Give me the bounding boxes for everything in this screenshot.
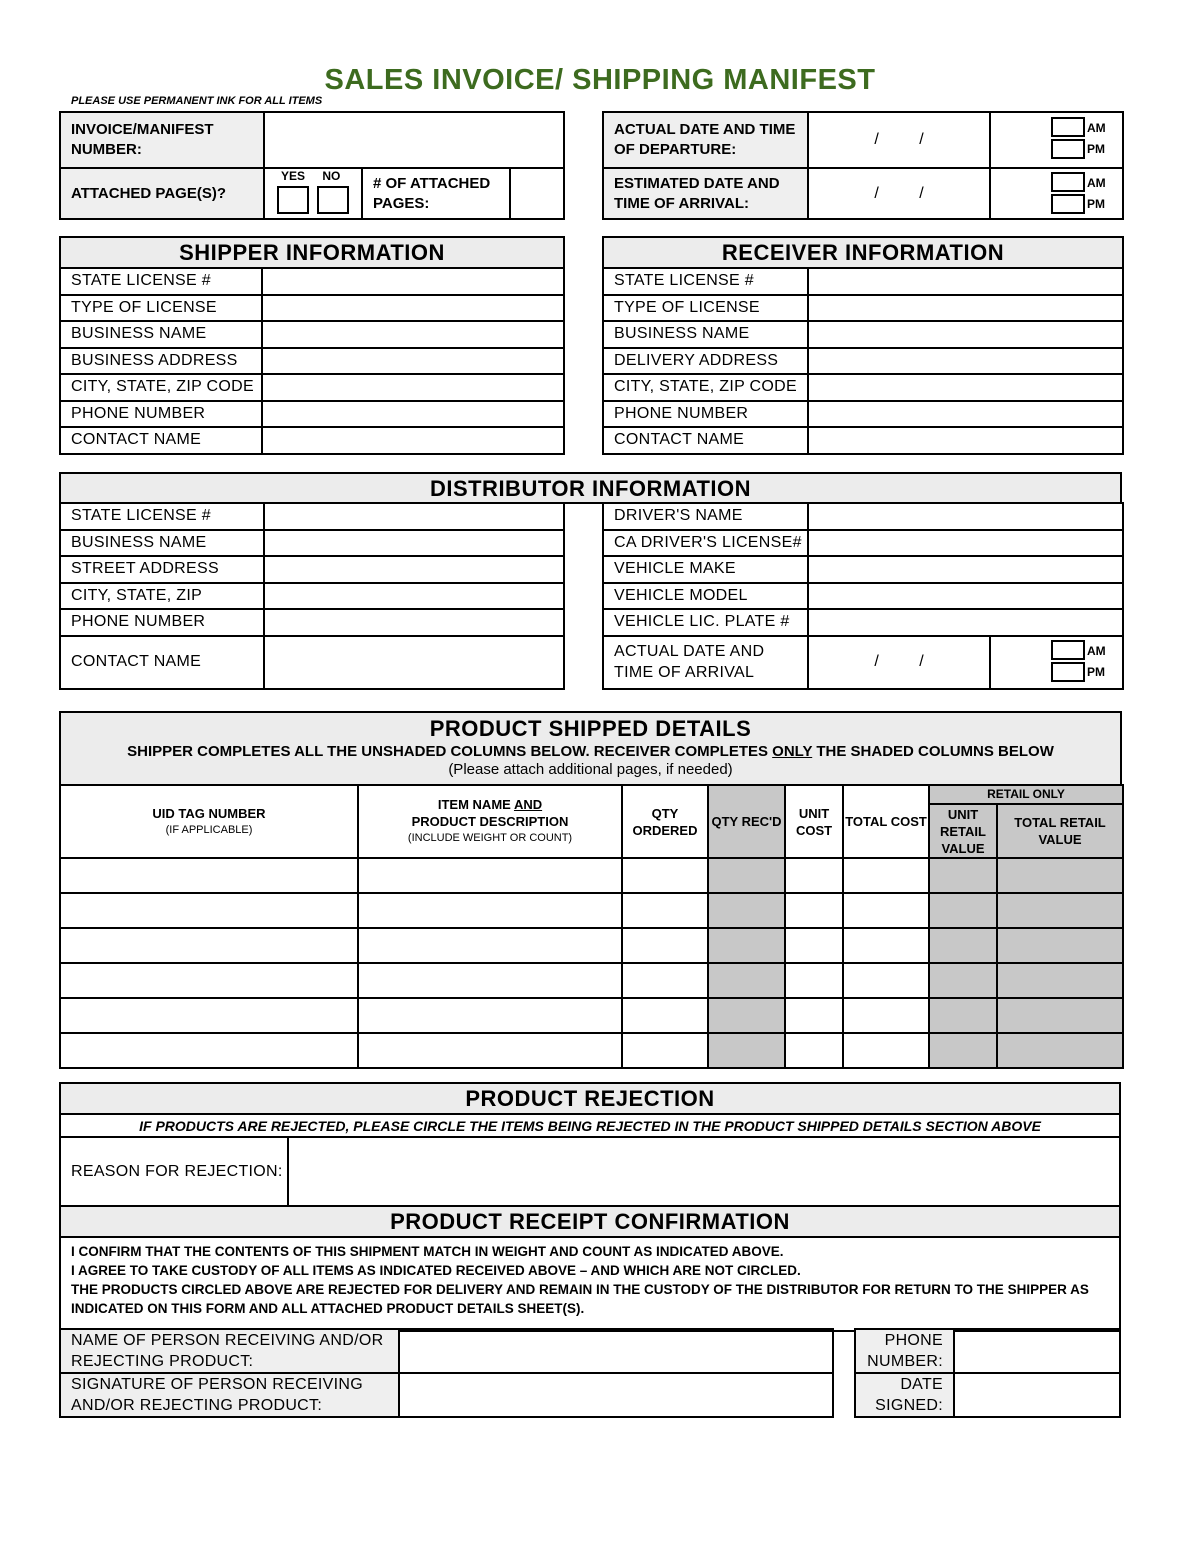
distributor-field-label: STATE LICENSE # [60, 503, 264, 530]
departure-ampm [990, 112, 1123, 168]
departure-date-field[interactable]: / / [808, 112, 990, 168]
shipper-field-input[interactable] [262, 374, 564, 401]
shipper-field-label: BUSINESS NAME [60, 321, 262, 348]
retail-only-heading: RETAIL ONLY [929, 785, 1123, 804]
product-cell[interactable] [622, 1033, 708, 1068]
col-item-and: AND [513, 797, 543, 812]
receiver-field-input[interactable] [808, 401, 1123, 428]
table-row [60, 1033, 1123, 1068]
product-cell[interactable] [785, 858, 843, 893]
product-cell[interactable] [60, 963, 358, 998]
distributor-field-input[interactable] [264, 583, 564, 610]
product-cell[interactable] [622, 998, 708, 1033]
receipt-heading: PRODUCT RECEIPT CONFIRMATION [60, 1206, 1120, 1237]
shipper-field-input[interactable] [262, 268, 564, 295]
distributor-right-table [602, 502, 1124, 690]
product-cell[interactable] [708, 893, 785, 928]
invoice-table [59, 111, 565, 220]
yes-label: YES [281, 169, 306, 183]
attached-yes-no [264, 168, 362, 219]
phone-label: PHONE NUMBER: [855, 1329, 954, 1373]
product-cell[interactable] [708, 858, 785, 893]
signature-field[interactable] [399, 1373, 833, 1417]
col-item-label: ITEM NAME [437, 797, 514, 812]
pm-label: PM [1087, 197, 1105, 211]
product-cell[interactable] [358, 928, 622, 963]
rejection-instruction: IF PRODUCTS ARE REJECTED, PLEASE CIRCLE THE ITEMS BEING REJECTED IN THE PRODUCT SHIPPED DETAILS SECTION ABOVE [60, 1114, 1120, 1137]
product-cell[interactable] [929, 858, 997, 893]
product-cell[interactable] [358, 998, 622, 1033]
col-item [358, 785, 622, 858]
col-total-cost: TOTAL COST [843, 785, 929, 858]
signature-table [59, 1328, 834, 1418]
am-label: AM [1087, 121, 1106, 135]
product-cell[interactable] [60, 858, 358, 893]
product-cell[interactable] [622, 963, 708, 998]
shipper-field-label: CITY, STATE, ZIP CODE [60, 374, 262, 401]
actual-arrival-label: ACTUAL DATE AND TIME OF ARRIVAL [603, 636, 808, 689]
product-cell[interactable] [929, 998, 997, 1033]
product-cell[interactable] [843, 998, 929, 1033]
product-cell[interactable] [929, 963, 997, 998]
no-label: NO [322, 169, 341, 183]
product-cell[interactable] [997, 928, 1123, 963]
rejection-heading: PRODUCT REJECTION [60, 1083, 1120, 1114]
receipt-line: I AGREE TO TAKE CUSTODY OF ALL ITEMS AS INDICATED RECEIVED ABOVE – AND WHICH ARE NOT CIRCLED. [71, 1263, 801, 1278]
receiver-field-input[interactable] [808, 348, 1123, 375]
product-cell[interactable] [60, 928, 358, 963]
col-uid-sub: (IF APPLICABLE) [165, 823, 253, 836]
num-attached-label: # OF ATTACHED PAGES: [362, 168, 510, 219]
receiver-field-input[interactable] [808, 268, 1123, 295]
rejection-table [59, 1082, 1121, 1332]
receiver-table [602, 236, 1124, 455]
product-cell[interactable] [622, 858, 708, 893]
product-cell[interactable] [60, 1033, 358, 1068]
distributor-left-table [59, 502, 565, 690]
product-cell[interactable] [785, 928, 843, 963]
product-cell[interactable] [60, 893, 358, 928]
actual-arrival-date-field[interactable]: / / [808, 636, 990, 689]
col-qty-recd: QTY REC'D [708, 785, 785, 858]
phone-field[interactable] [954, 1329, 1120, 1373]
col-total-retail: TOTAL RETAIL VALUE [997, 804, 1123, 858]
receiver-field-input[interactable] [808, 427, 1123, 454]
product-cell[interactable] [997, 893, 1123, 928]
product-cell[interactable] [785, 998, 843, 1033]
actual-arrival-am-checkbox[interactable] [1051, 640, 1085, 660]
yes-checkbox[interactable] [277, 186, 309, 214]
col-qty-ordered: QTY ORDERED [622, 785, 708, 858]
shipper-field-label: BUSINESS ADDRESS [60, 348, 262, 375]
table-row [60, 998, 1123, 1033]
shipper-table [59, 236, 565, 455]
product-cell[interactable] [929, 928, 997, 963]
product-cell[interactable] [843, 1033, 929, 1068]
products-table [59, 784, 1124, 1069]
product-cell[interactable] [785, 963, 843, 998]
product-cell[interactable] [358, 963, 622, 998]
table-row [60, 963, 1123, 998]
col-unit-retail: UNIT RETAIL VALUE [929, 804, 997, 858]
products-heading: PRODUCT SHIPPED DETAILS [429, 716, 752, 741]
distributor-field-input[interactable] [264, 530, 564, 557]
col-item-sub: (INCLUDE WEIGHT OR COUNT) [407, 832, 573, 844]
driver-field-input[interactable] [808, 583, 1123, 610]
product-cell[interactable] [358, 1033, 622, 1068]
distributor-heading: DISTRIBUTOR INFORMATION [59, 472, 1122, 504]
receipt-line: I CONFIRM THAT THE CONTENTS OF THIS SHIPMENT MATCH IN WEIGHT AND COUNT AS INDICATED ABOVE. [71, 1244, 784, 1259]
product-cell[interactable] [843, 963, 929, 998]
actual-arrival-pm-checkbox[interactable] [1051, 662, 1085, 682]
product-cell[interactable] [997, 1033, 1123, 1068]
receiver-field-label: STATE LICENSE # [603, 268, 808, 295]
product-cell[interactable] [843, 928, 929, 963]
arrival-am-checkbox[interactable] [1051, 172, 1085, 192]
departure-table [602, 111, 1124, 220]
rejection-reason-field[interactable] [288, 1137, 1120, 1206]
distributor-field-input[interactable] [264, 503, 564, 530]
product-cell[interactable] [708, 963, 785, 998]
col-uid [60, 785, 358, 858]
pm-label: PM [1087, 142, 1105, 156]
table-row [60, 858, 1123, 893]
table-row [60, 928, 1123, 963]
driver-field-label: DRIVER'S NAME [603, 503, 808, 530]
shipper-field-input[interactable] [262, 321, 564, 348]
rejection-reason-label: REASON FOR REJECTION: [60, 1137, 288, 1206]
product-cell[interactable] [785, 893, 843, 928]
product-cell[interactable] [708, 928, 785, 963]
driver-field-input[interactable] [808, 609, 1123, 636]
receiver-field-label: CONTACT NAME [603, 427, 808, 454]
receipt-statement [60, 1237, 1120, 1331]
receiver-field-label: TYPE OF LICENSE [603, 295, 808, 322]
receiver-field-input[interactable] [808, 321, 1123, 348]
departure-am-checkbox[interactable] [1051, 117, 1085, 137]
arrival-pm-checkbox[interactable] [1051, 194, 1085, 214]
instr-only: ONLY [772, 743, 813, 760]
shipper-field-input[interactable] [262, 427, 564, 454]
products-instructions [61, 743, 1120, 760]
shipper-field-label: TYPE OF LICENSE [60, 295, 262, 322]
product-cell[interactable] [997, 998, 1123, 1033]
product-cell[interactable] [843, 858, 929, 893]
invoice-number-label: INVOICE/MANIFEST NUMBER: [60, 112, 264, 168]
receipt-line: THE PRODUCTS CIRCLED ABOVE ARE REJECTED FOR DELIVERY AND REMAIN IN THE CUSTODY OF THE DISTRIBUTOR FOR RETURN TO THE SHIPPER AS INDICATED ON THIS FORM AND ALL ATTACHED PRODUCT DETAILS SHEET(S). [71, 1282, 1089, 1316]
product-cell[interactable] [929, 893, 997, 928]
pm-label: PM [1087, 664, 1105, 679]
col-unit-cost: UNIT COST [785, 785, 843, 858]
est-arrival-date-field[interactable]: / / [808, 168, 990, 219]
col-item-desc: PRODUCT DESCRIPTION [411, 814, 569, 829]
product-cell[interactable] [997, 858, 1123, 893]
distributor-field-label: STREET ADDRESS [60, 556, 264, 583]
product-cell[interactable] [785, 1033, 843, 1068]
am-label: AM [1087, 176, 1106, 190]
receiver-name-field[interactable] [399, 1329, 833, 1373]
driver-field-input[interactable] [808, 530, 1123, 557]
shipper-field-label: PHONE NUMBER [60, 401, 262, 428]
num-attached-field[interactable] [510, 168, 564, 219]
no-checkbox[interactable] [317, 186, 349, 214]
date-signed-label: DATE SIGNED: [855, 1373, 954, 1417]
distributor-field-input[interactable] [264, 609, 564, 636]
ink-note: PLEASE USE PERMANENT INK FOR ALL ITEMS [71, 95, 323, 107]
product-cell[interactable] [997, 963, 1123, 998]
attach-note: (Please attach additional pages, if needed) [448, 761, 733, 778]
shipper-heading: SHIPPER INFORMATION [60, 237, 564, 268]
product-cell[interactable] [358, 858, 622, 893]
driver-field-label: VEHICLE MODEL [603, 583, 808, 610]
product-cell[interactable] [622, 893, 708, 928]
instr-text: SHIPPER COMPLETES ALL THE UNSHADED COLUMNS BELOW. RECEIVER COMPLETES [127, 743, 773, 760]
product-cell[interactable] [622, 928, 708, 963]
driver-field-label: VEHICLE MAKE [603, 556, 808, 583]
receiver-field-label: BUSINESS NAME [603, 321, 808, 348]
driver-field-label: VEHICLE LIC. PLATE # [603, 609, 808, 636]
distributor-field-label: CONTACT NAME [60, 636, 264, 689]
est-arrival-ampm [990, 168, 1123, 219]
est-arrival-label: ESTIMATED DATE AND TIME OF ARRIVAL: [603, 168, 808, 219]
table-row [60, 893, 1123, 928]
shipper-field-label: STATE LICENSE # [60, 268, 262, 295]
receiver-name-label: NAME OF PERSON RECEIVING AND/OR REJECTING PRODUCT: [60, 1329, 399, 1373]
distributor-field-input[interactable] [264, 556, 564, 583]
distributor-field-label: BUSINESS NAME [60, 530, 264, 557]
receiver-field-input[interactable] [808, 374, 1123, 401]
driver-field-input[interactable] [808, 556, 1123, 583]
am-label: AM [1087, 643, 1106, 658]
distributor-field-label: PHONE NUMBER [60, 609, 264, 636]
receiver-heading: RECEIVER INFORMATION [603, 237, 1123, 268]
receiver-field-label: CITY, STATE, ZIP CODE [603, 374, 808, 401]
date-signed-field[interactable] [954, 1373, 1120, 1417]
attached-pages-label: ATTACHED PAGE(S)? [60, 168, 264, 219]
shipper-field-label: CONTACT NAME [60, 427, 262, 454]
product-cell[interactable] [708, 1033, 785, 1068]
signature-label: SIGNATURE OF PERSON RECEIVING AND/OR REJECTING PRODUCT: [60, 1373, 399, 1417]
receiver-field-label: PHONE NUMBER [603, 401, 808, 428]
distributor-field-label: CITY, STATE, ZIP [60, 583, 264, 610]
product-cell[interactable] [843, 893, 929, 928]
actual-arrival-ampm [990, 636, 1123, 689]
receiver-field-input[interactable] [808, 295, 1123, 322]
driver-field-label: CA DRIVER'S LICENSE# [603, 530, 808, 557]
product-rows [60, 858, 1123, 1068]
departure-pm-checkbox[interactable] [1051, 139, 1085, 159]
driver-field-input[interactable] [808, 503, 1123, 530]
col-uid-label: UID TAG NUMBER [152, 805, 266, 821]
products-header [59, 711, 1122, 786]
product-cell[interactable] [929, 1033, 997, 1068]
departure-label: ACTUAL DATE AND TIME OF DEPARTURE: [603, 112, 808, 168]
product-cell[interactable] [60, 998, 358, 1033]
instr-text: THE SHADED COLUMNS BELOW [812, 743, 1054, 760]
phone-date-table [854, 1328, 1121, 1418]
shipper-field-input[interactable] [262, 348, 564, 375]
receiver-field-label: DELIVERY ADDRESS [603, 348, 808, 375]
product-cell[interactable] [708, 998, 785, 1033]
shipper-field-input[interactable] [262, 401, 564, 428]
page-title: SALES INVOICE/ SHIPPING MANIFEST [324, 64, 876, 96]
shipper-field-input[interactable] [262, 295, 564, 322]
product-cell[interactable] [358, 893, 622, 928]
distributor-field-input[interactable] [264, 636, 564, 689]
invoice-number-field[interactable] [264, 112, 564, 168]
